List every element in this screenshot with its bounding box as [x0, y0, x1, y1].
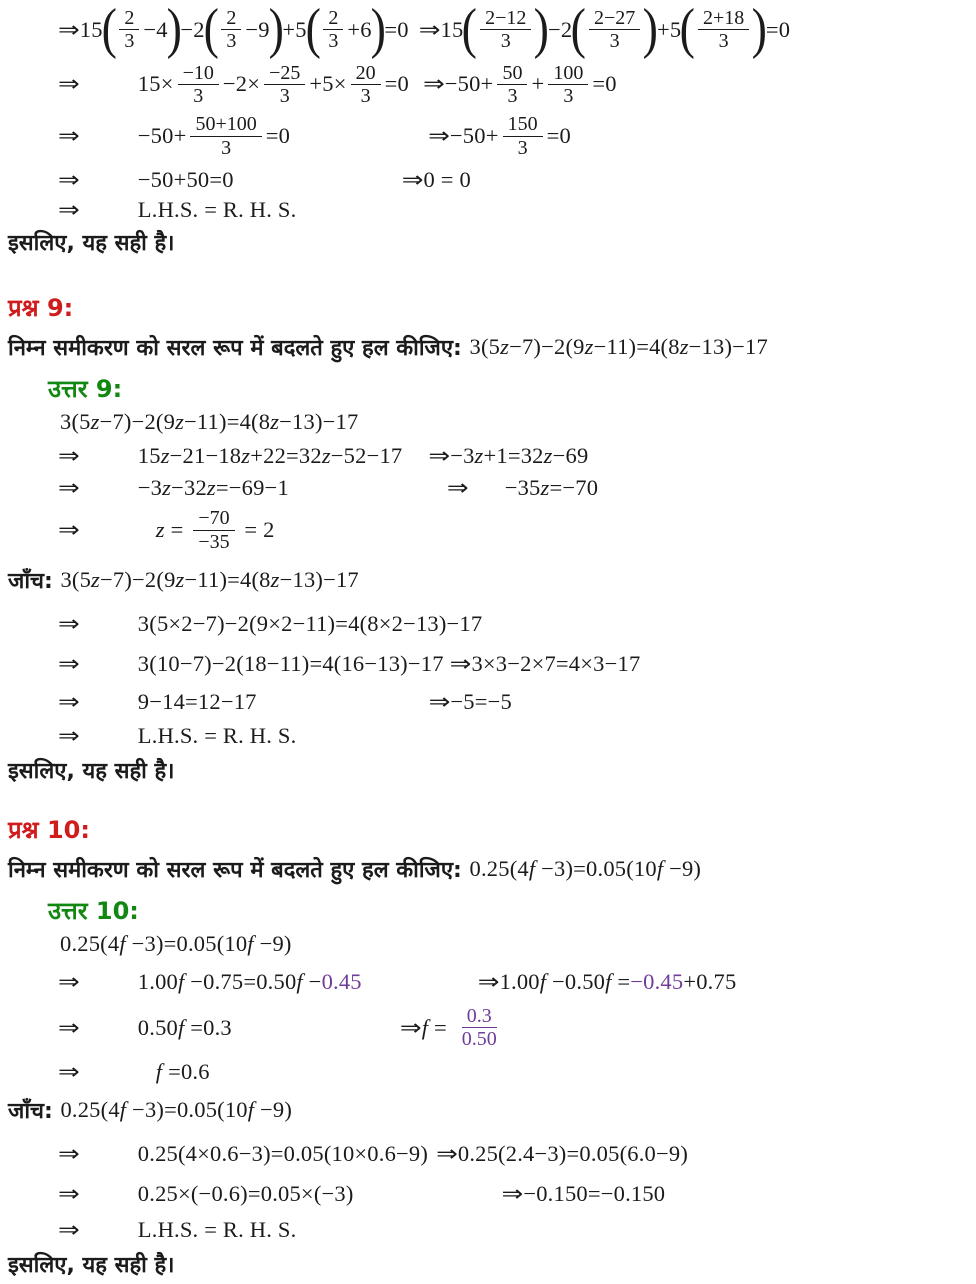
math-text: 3(5z−7)−2(9z−11)=4(8z−13)−17	[60, 566, 359, 592]
q10-check-step-3	[8, 1217, 968, 1243]
math-text: 0.25(4f −3)=0.05(10f −9)	[60, 930, 292, 956]
numerator: 150	[503, 113, 543, 136]
open-paren: (	[101, 0, 117, 60]
spacer-gap	[80, 210, 138, 211]
spacer-gap	[362, 981, 478, 982]
paren-group	[101, 0, 182, 60]
numerator: −70	[193, 507, 234, 530]
numerator: 2−12	[480, 7, 531, 30]
math-text: 0 = 0	[423, 167, 471, 193]
spacer-gap	[8, 1193, 58, 1194]
denominator: 3	[360, 84, 371, 107]
spacer-gap	[257, 701, 429, 702]
spacer-gap	[8, 981, 58, 982]
q9-step-3	[8, 475, 968, 501]
fraction	[221, 7, 241, 53]
implies-arrow-icon: ⇒	[446, 475, 469, 501]
denominator: 3	[507, 84, 518, 107]
fraction	[190, 113, 261, 159]
math-text: −3z+1=32z−69	[450, 443, 589, 469]
close-paren: )	[166, 0, 182, 60]
numerator: 50	[497, 62, 527, 85]
prev-check-line-5	[8, 197, 968, 223]
q9-check-step-2	[8, 651, 968, 677]
denominator: 3	[718, 30, 729, 53]
math-text: 0.25(4f −3)=0.05(10f −9)	[469, 855, 702, 881]
math-text: 3×3−2×7=4×3−17	[471, 650, 641, 676]
math-text: L.H.S. = R. H. S.	[137, 722, 297, 748]
fraction	[323, 7, 343, 53]
spacer-gap	[469, 488, 505, 489]
fraction	[503, 113, 543, 159]
fraction	[193, 507, 234, 553]
math-text: −2	[180, 16, 205, 42]
spacer-gap	[8, 1153, 58, 1154]
math-text: −0.150=−0.150	[523, 1180, 666, 1206]
prev-check-line-2	[8, 62, 968, 108]
implies-arrow-icon: ⇒	[58, 651, 80, 677]
math-text: 0.50f =0.3	[137, 1014, 232, 1040]
open-paren: (	[462, 0, 478, 60]
math-text: z =	[155, 517, 190, 543]
spacer-gap	[8, 530, 58, 531]
denominator: 3	[517, 136, 528, 159]
math-text: =0	[546, 123, 571, 149]
spacer-gap	[80, 735, 138, 736]
spacer-gap	[232, 1027, 400, 1028]
implies-arrow-icon: ⇒	[58, 1140, 80, 1167]
spacer-gap	[8, 422, 60, 423]
fraction	[698, 7, 749, 53]
prev-conclusion	[8, 227, 968, 257]
numerator: 2	[221, 7, 241, 30]
implies-arrow-icon: ⇒	[477, 969, 500, 995]
math-text: 0.25(2.4−3)=0.05(6.0−9)	[457, 1140, 689, 1166]
denominator: 3	[221, 136, 232, 159]
implies-arrow-icon: ⇒	[58, 475, 80, 501]
math-text: = 2	[238, 517, 275, 543]
open-paren: (	[679, 0, 696, 60]
q9-check-step-3	[8, 689, 968, 715]
implies-arrow-icon: ⇒	[418, 17, 441, 43]
spacer-gap	[80, 180, 138, 181]
spacer-gap	[409, 84, 423, 85]
spacer-gap	[80, 1153, 138, 1154]
spacer-gap	[80, 1027, 138, 1028]
implies-arrow-icon: ⇒	[58, 723, 80, 749]
denominator: 3	[193, 84, 204, 107]
spacer-gap	[80, 1193, 138, 1194]
q10-step-4	[8, 1059, 968, 1085]
open-paren: (	[203, 0, 219, 60]
spacer-gap	[8, 180, 58, 181]
math-text: 3(10−7)−2(18−11)=4(16−13)−17	[137, 650, 444, 676]
math-text: +5	[282, 16, 307, 42]
math-text: −4	[143, 16, 168, 42]
implies-arrow-icon: ⇒	[58, 197, 80, 223]
math-text: 15z−21−18z+22=32z−52−17	[137, 443, 403, 469]
q10-step-3	[8, 1005, 968, 1051]
denominator: −35	[198, 530, 230, 553]
math-text: −0.45	[630, 968, 684, 994]
math-rows-container	[8, 0, 968, 1279]
fraction	[497, 62, 527, 108]
fraction	[589, 7, 640, 53]
implies-arrow-icon: ⇒	[58, 1015, 80, 1041]
math-text: 0.25×(−0.6)=0.05×(−3)	[137, 1180, 354, 1206]
math-text: 3(5×2−7)−2(9×2−11)=4(8×2−13)−17	[137, 610, 483, 636]
math-text: 0.25(4×0.6−3)=0.05(10×0.6−9)	[137, 1140, 429, 1166]
fraction	[264, 62, 305, 108]
math-text: L.H.S. = R. H. S.	[137, 1216, 297, 1242]
answer-10-heading	[8, 894, 968, 927]
math-text: =0	[384, 16, 409, 42]
spacer-gap	[8, 1229, 58, 1230]
question-10-text	[8, 854, 968, 884]
spacer-gap	[8, 136, 58, 137]
q9-conclusion	[8, 755, 968, 785]
spacer-gap	[80, 701, 138, 702]
spacer-gap	[8, 663, 58, 664]
spacer-gap	[8, 488, 58, 489]
numerator: 0.3	[462, 1005, 497, 1028]
math-text: −3z−32z=−69−1	[137, 475, 289, 501]
spacer-gap	[428, 1153, 436, 1154]
spacer-gap	[8, 210, 58, 211]
answer-9-heading	[8, 372, 968, 405]
implies-arrow-icon: ⇒	[58, 443, 80, 469]
math-text: L.H.S. = R. H. S.	[137, 197, 297, 223]
math-text: −2	[548, 16, 573, 42]
math-text: −50+50=0	[137, 167, 234, 193]
q10-check-step-1	[8, 1141, 968, 1167]
implies-arrow-icon: ⇒	[401, 167, 424, 193]
fraction	[351, 62, 381, 108]
q10-check-equation	[8, 1095, 968, 1125]
spacer-gap	[80, 623, 138, 624]
math-text: +0.75	[683, 968, 737, 994]
math-text: −5=−5	[450, 688, 512, 714]
numerator: 100	[548, 62, 588, 85]
hindi-text: निम्न समीकरण को सरल रूप में बदलते हुए हल कीजिए:	[8, 336, 470, 362]
spacer-gap	[8, 29, 58, 30]
prev-check-line-1	[8, 0, 968, 60]
paren-group	[305, 0, 386, 60]
spacer-gap	[290, 136, 428, 137]
implies-arrow-icon: ⇒	[58, 969, 80, 995]
prev-check-line-4	[8, 167, 968, 193]
spacer-gap	[80, 1071, 156, 1072]
implies-arrow-icon: ⇒	[58, 1216, 80, 1243]
prev-check-line-3	[8, 113, 968, 159]
spacer-gap	[80, 530, 156, 531]
hindi-text: निम्न समीकरण को सरल रूप में बदलते हुए हल कीजिए:	[8, 857, 470, 883]
math-text: −35z=−70	[504, 475, 599, 501]
spacer-gap	[80, 136, 138, 137]
open-paren: (	[571, 0, 587, 60]
math-text: =0	[765, 16, 791, 42]
spacer-gap	[8, 735, 58, 736]
hindi-text: इसलिए, यह सही है।	[8, 758, 175, 784]
implies-arrow-icon: ⇒	[428, 689, 451, 715]
q10-step-2	[8, 969, 968, 995]
math-text: −50+	[137, 123, 187, 149]
math-text: −9	[245, 16, 270, 42]
question-heading: प्रश्न 10:	[8, 815, 90, 844]
spacer-gap	[80, 981, 138, 982]
q9-step-4	[8, 507, 968, 553]
numerator: 2−27	[589, 7, 640, 30]
q9-check-step-1	[8, 611, 968, 637]
q9-step-2	[8, 443, 968, 469]
q9-check-equation	[8, 565, 968, 595]
implies-arrow-icon: ⇒	[58, 689, 80, 715]
spacer-gap	[8, 456, 58, 457]
check-label: जाँच:	[8, 568, 61, 594]
spacer-gap	[8, 701, 58, 702]
implies-arrow-icon: ⇒	[501, 1180, 524, 1207]
math-text: 15	[440, 16, 464, 42]
implies-arrow-icon: ⇒	[436, 1140, 458, 1167]
denominator: 3	[279, 84, 290, 107]
q10-step-1	[8, 931, 968, 957]
denominator: 0.50	[461, 1028, 497, 1051]
spacer-gap	[234, 180, 402, 181]
spacer-gap	[402, 456, 428, 457]
math-text: f =	[421, 1014, 453, 1040]
open-paren: (	[305, 0, 321, 60]
spacer-gap	[80, 1229, 138, 1230]
implies-arrow-icon: ⇒	[58, 167, 80, 193]
math-text: −50+	[444, 71, 494, 97]
implies-arrow-icon: ⇒	[399, 1015, 422, 1041]
q9-check-step-4	[8, 723, 968, 749]
close-paren: )	[268, 0, 284, 60]
math-text: f =0.6	[155, 1058, 210, 1084]
fraction	[548, 62, 588, 108]
close-paren: )	[751, 0, 768, 60]
implies-arrow-icon: ⇒	[58, 17, 80, 43]
numerator: 2	[119, 7, 139, 30]
numerator: −25	[264, 62, 305, 85]
denominator: 3	[124, 30, 135, 53]
math-text: +6	[347, 16, 372, 42]
implies-arrow-icon: ⇒	[449, 651, 472, 677]
implies-arrow-icon: ⇒	[428, 443, 451, 469]
implies-arrow-icon: ⇒	[58, 611, 80, 637]
spacer-gap	[409, 29, 419, 30]
question-9-text	[8, 332, 968, 362]
hindi-text: इसलिए, यह सही है।	[8, 1252, 175, 1278]
implies-arrow-icon: ⇒	[428, 123, 450, 150]
denominator: 3	[500, 30, 511, 53]
spacer-gap	[354, 1193, 502, 1194]
q10-check-step-2	[8, 1181, 968, 1207]
paren-group	[679, 0, 768, 60]
math-text: −2×	[222, 71, 261, 97]
question-heading: प्रश्न 9:	[8, 294, 74, 323]
hindi-text: इसलिए, यह सही है।	[8, 231, 175, 257]
answer-heading: उत्तर 10:	[48, 896, 139, 925]
spacer-gap	[8, 943, 60, 944]
fraction	[178, 62, 219, 108]
spacer-gap	[8, 1071, 58, 1072]
math-text: 9−14=12−17	[137, 688, 257, 714]
numerator: 50+100	[190, 113, 261, 136]
spacer-gap	[80, 456, 138, 457]
spacer-gap	[8, 1027, 58, 1028]
denominator: 3	[563, 84, 574, 107]
spacer-gap	[289, 488, 447, 489]
numerator: 2+18	[698, 7, 749, 30]
math-text: =0	[384, 71, 409, 97]
close-paren: )	[534, 0, 550, 60]
math-text: +	[531, 71, 545, 97]
implies-arrow-icon: ⇒	[58, 1058, 80, 1085]
math-text: 15×	[137, 71, 174, 97]
check-label: जाँच:	[8, 1098, 61, 1124]
math-text: 1.00f −0.50f =	[499, 968, 631, 994]
math-text: =0	[265, 123, 291, 149]
fraction	[119, 7, 139, 53]
implies-arrow-icon: ⇒	[58, 123, 80, 150]
numerator: −10	[178, 62, 219, 85]
math-text: 0.45	[321, 968, 362, 994]
question-10-heading	[8, 813, 968, 846]
math-text: 0.25(4f −3)=0.05(10f −9)	[60, 1096, 293, 1122]
math-text: 3(5z−7)−2(9z−11)=4(8z−13)−17	[60, 409, 359, 435]
spacer-gap	[80, 84, 138, 85]
implies-arrow-icon: ⇒	[58, 517, 80, 543]
question-9-heading	[8, 291, 968, 324]
math-text: 1.00f −0.75=0.50f −	[137, 968, 322, 994]
denominator: 3	[226, 30, 237, 53]
q9-step-1	[8, 409, 968, 435]
close-paren: )	[370, 0, 386, 60]
math-text: 3(5z−7)−2(9z−11)=4(8z−13)−17	[469, 334, 768, 360]
numerator: 2	[323, 7, 343, 30]
spacer-gap	[8, 84, 58, 85]
denominator: 3	[609, 30, 620, 53]
math-text: −50+	[449, 123, 499, 149]
spacer-gap	[8, 623, 58, 624]
close-paren: )	[642, 0, 659, 60]
paren-group	[462, 0, 550, 60]
q10-conclusion	[8, 1249, 968, 1279]
implies-arrow-icon: ⇒	[58, 71, 80, 98]
math-text: 15	[79, 16, 103, 42]
numerator: 20	[351, 62, 381, 85]
spacer-gap	[80, 663, 138, 664]
math-text: +5	[656, 16, 682, 42]
paren-group	[203, 0, 284, 60]
paren-group	[571, 0, 659, 60]
math-text: =0	[592, 71, 617, 97]
fraction	[480, 7, 531, 53]
fraction	[457, 1005, 502, 1051]
implies-arrow-icon: ⇒	[422, 71, 445, 98]
spacer-gap	[80, 488, 138, 489]
answer-heading: उत्तर 9:	[48, 375, 123, 404]
math-text: +5×	[309, 71, 347, 97]
denominator: 3	[328, 30, 339, 53]
implies-arrow-icon: ⇒	[58, 1180, 80, 1207]
